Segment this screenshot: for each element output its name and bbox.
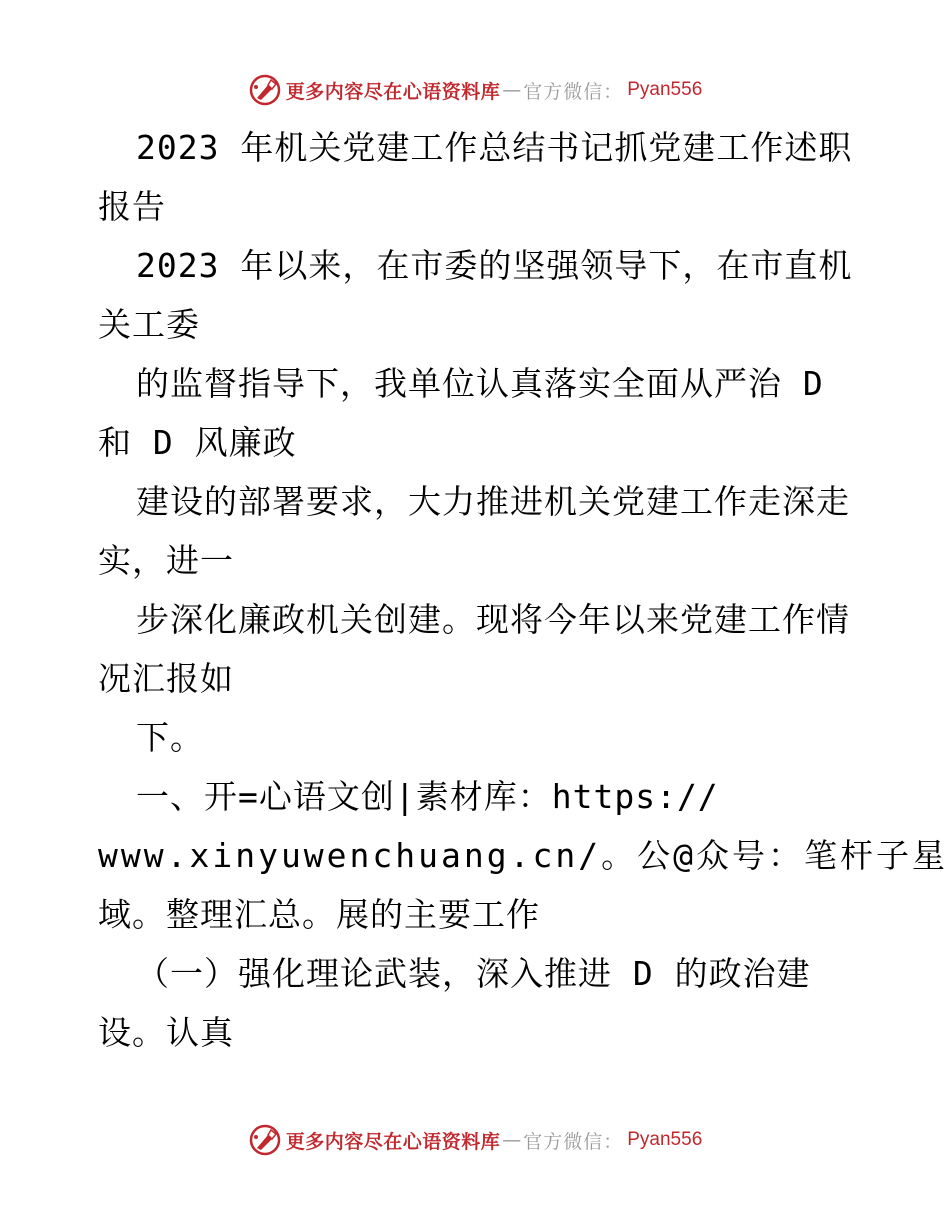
- header-watermark: [0, 70, 950, 110]
- paragraph-line: 2023 年以来，在市委的坚强领导下，在市直机: [136, 246, 853, 285]
- watermark-separator: —: [502, 79, 522, 101]
- watermark-brand: 更多内容尽在心语资料库: [285, 80, 501, 103]
- paragraph-line: 况汇报如: [98, 659, 234, 698]
- watermark-contact-label: 官方微信：: [523, 1130, 624, 1153]
- paragraph-line: 步深化廉政机关创建。现将今年以来党建工作情: [136, 600, 850, 639]
- watermark-contact-id: Pyan556: [627, 79, 703, 100]
- fountain-pen-logo-icon: [248, 1123, 282, 1157]
- watermark-separator: —: [502, 1129, 522, 1151]
- document-body: [98, 118, 948, 1062]
- paragraph-line: 下。: [136, 718, 204, 757]
- fountain-pen-logo-icon: [248, 73, 282, 107]
- watermark-contact-label: 官方微信：: [523, 80, 624, 103]
- paragraph-line: 关工委: [98, 305, 200, 344]
- paragraph-line: 的监督指导下，我单位认真落实全面从严治 D: [136, 364, 824, 403]
- watermark-brand: 更多内容尽在心语资料库: [285, 1130, 501, 1153]
- document-title-line-2: 报告: [98, 187, 166, 226]
- section-heading-line: www.xinyuwenchuang.cn/。公@众号：笔杆子星: [98, 836, 948, 875]
- paragraph-line: 和 D 风廉政: [98, 423, 297, 462]
- watermark-contact-id: Pyan556: [627, 1129, 703, 1150]
- subsection-heading-line: （一）强化理论武装，深入推进 D 的政治建: [136, 954, 811, 993]
- section-heading-line: 域。整理汇总。展的主要工作: [98, 895, 540, 934]
- section-heading-line: 一、开=心语文创|素材库：https://: [136, 777, 719, 816]
- subsection-heading-line: 设。认真: [98, 1013, 234, 1052]
- document-title-line-1: 2023 年机关党建工作总结书记抓党建工作述职: [136, 128, 853, 167]
- paragraph-line: 建设的部署要求，大力推进机关党建工作走深走: [136, 482, 850, 521]
- footer-watermark: [0, 1120, 950, 1160]
- paragraph-line: 实，进一: [98, 541, 234, 580]
